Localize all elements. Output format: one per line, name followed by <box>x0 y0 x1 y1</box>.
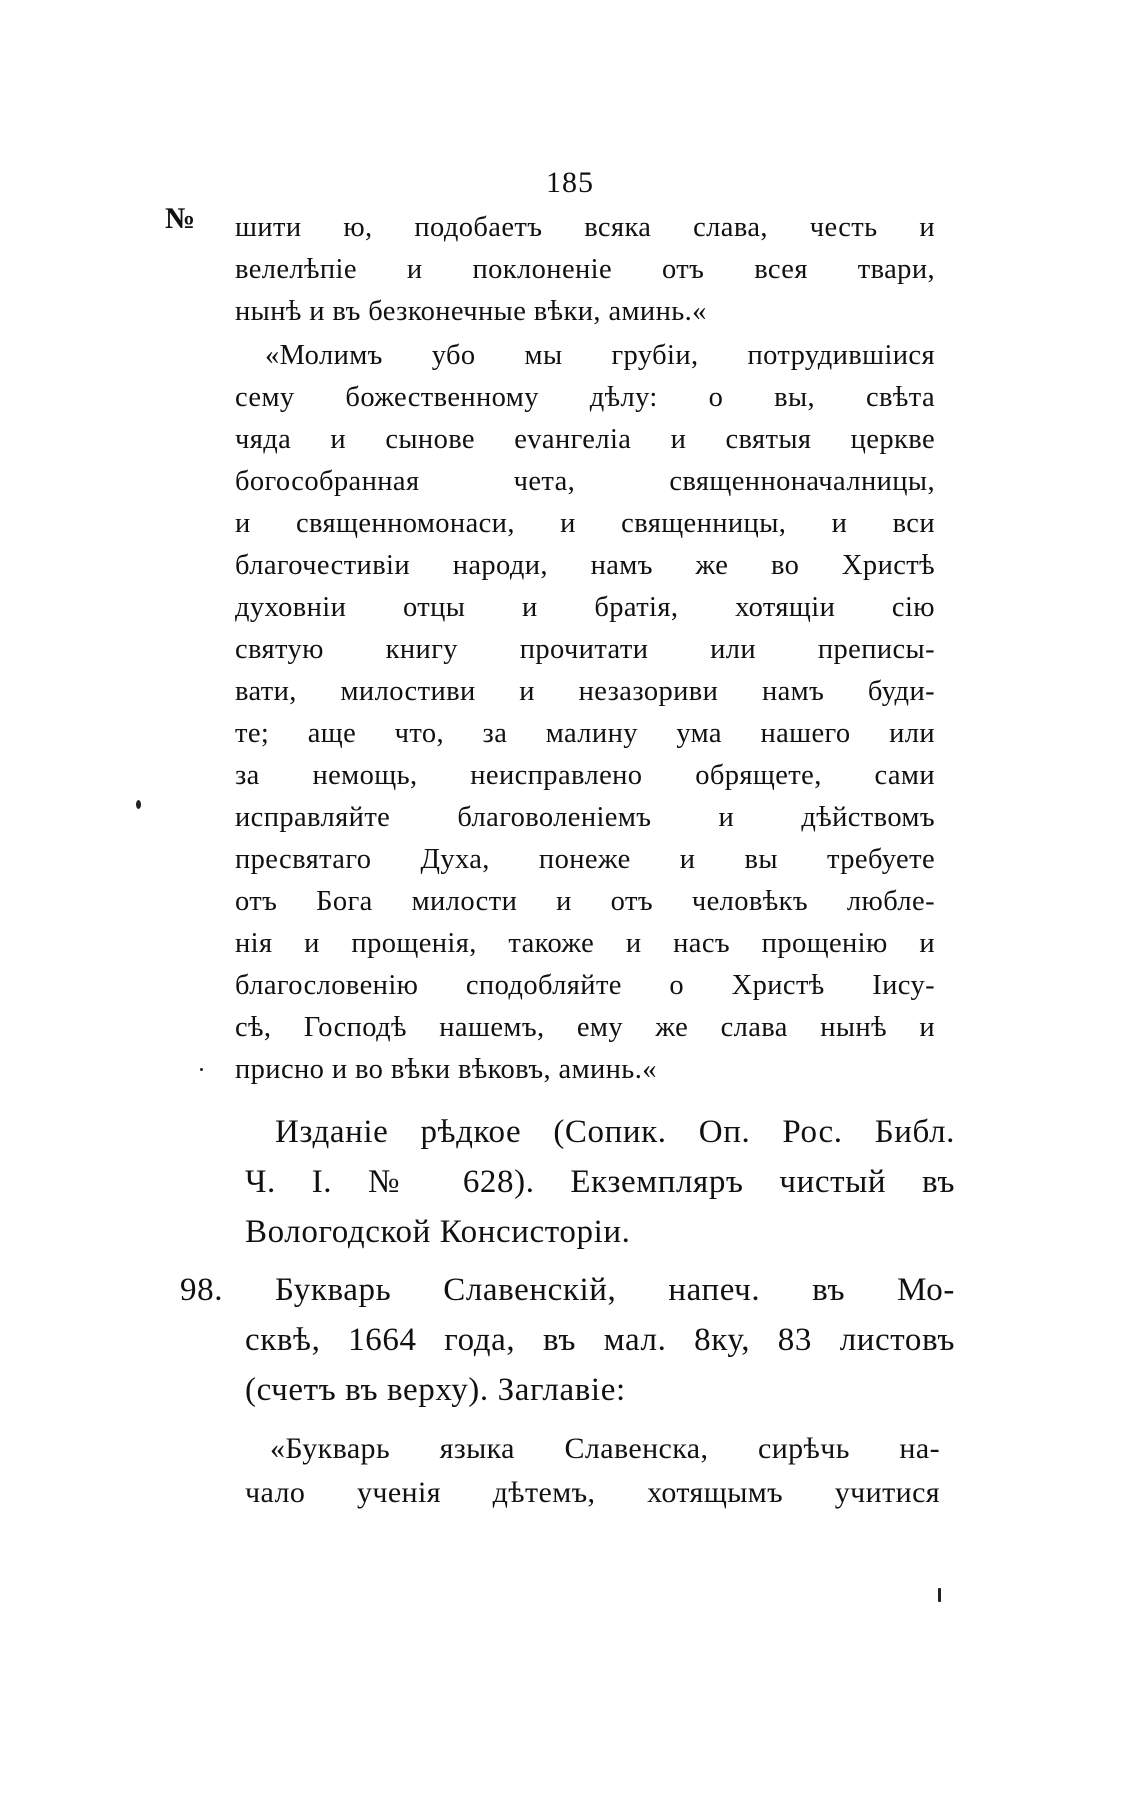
text-line: шити ю, подобаетъ всяка слава, честь и <box>235 212 935 243</box>
text-line: нынѣ и въ безконечные вѣки, аминь.« <box>235 296 707 327</box>
text-line: благословенію сподобляйте о Христѣ Іису- <box>235 970 935 1001</box>
note-line: Изданіе рѣдкое (Сопик. Оп. Рос. Библ. <box>275 1114 955 1150</box>
text-line: пресвятаго Духа, понеже и вы требуете <box>235 844 935 875</box>
entry-quote-line: «Букварь языка Славенска, сирѣчь на- <box>270 1432 940 1465</box>
margin-number-sign: № <box>165 202 196 235</box>
text-line: вати, милостиви и незазориви намъ буди- <box>235 676 935 707</box>
text-line: велелѣпіе и поклоненіе отъ всея твари, <box>235 254 935 285</box>
text-line: отъ Бога милости и отъ человѣкъ любле- <box>235 886 935 917</box>
text-line: святую книгу прочитати или преписы- <box>235 634 935 665</box>
note-line: Ч. I. № 628). Екземпляръ чистый въ <box>245 1164 955 1200</box>
text-line: исправляйте благоволеніемъ и дѣйствомъ <box>235 802 935 833</box>
text-line: сему божественному дѣлу: о вы, свѣта <box>235 382 935 413</box>
text-line: за немощь, неисправлено обрящете, сами <box>235 760 935 791</box>
ink-speck <box>136 800 141 809</box>
ink-speck <box>938 1588 941 1602</box>
text-line: нія и прощенія, такоже и насъ прощенію и <box>235 928 935 959</box>
entry-quote-line: чало ученія дѣтемъ, хотящымъ учитися <box>245 1476 940 1509</box>
text-line: «Молимъ убо мы грубіи, потрудившіися <box>265 340 935 371</box>
ink-speck <box>200 1068 203 1071</box>
entry-line: 98. Букварь Славенскій, напеч. въ Мо- <box>180 1272 955 1308</box>
text-line: чяда и сынове еvангеліа и святыя церкве <box>235 424 935 455</box>
text-line: богособранная чета, священноначалницы, <box>235 466 935 497</box>
text-line: сѣ, Господѣ нашемъ, ему же слава нынѣ и <box>235 1012 935 1043</box>
text-line: духовніи отцы и братія, хотящіи сію <box>235 592 935 623</box>
text-line: и священномонаси, и священницы, и вси <box>235 508 935 539</box>
entry-line: (счетъ въ верху). Заглавіе: <box>245 1372 626 1408</box>
note-line: Вологодской Консисторіи. <box>245 1214 631 1250</box>
entry-line: сквѣ, 1664 года, въ мал. 8ку, 83 листовъ <box>245 1322 955 1358</box>
text-line: благочестивіи народи, намъ же во Христѣ <box>235 550 935 581</box>
text-line: те; аще что, за малину ума нашего или <box>235 718 935 749</box>
page-number: 185 <box>546 166 594 199</box>
text-line: присно и во вѣки вѣковъ, аминь.« <box>235 1054 657 1085</box>
